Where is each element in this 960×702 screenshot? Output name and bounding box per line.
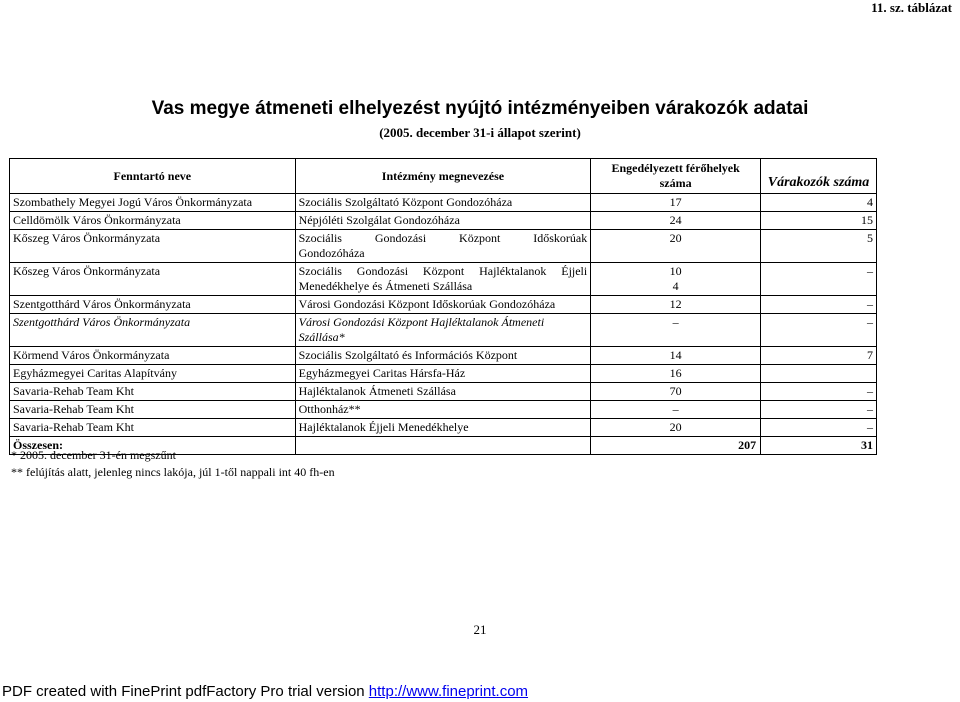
cell-ferohely: 24 xyxy=(591,212,761,230)
cell-fenntarto: Szentgotthárd Város Önkormányzata xyxy=(10,296,296,314)
table-row xyxy=(10,212,877,230)
total-empty-cell xyxy=(295,437,591,455)
table-row xyxy=(10,419,877,437)
cell-varakozok: – xyxy=(761,383,877,401)
cell-fenntarto: Savaria-Rehab Team Kht xyxy=(10,401,296,419)
table-row xyxy=(10,347,877,365)
cell-ferohely xyxy=(591,263,761,296)
total-varakozok: 31 xyxy=(761,437,877,455)
cell-ferohely: 17 xyxy=(591,194,761,212)
table-row xyxy=(10,365,877,383)
table-row xyxy=(10,383,877,401)
cell-ferohely-line1: 10 xyxy=(669,264,682,278)
header-varakozok: Várakozók száma xyxy=(761,159,877,194)
page-number: 21 xyxy=(473,622,487,637)
cell-intezmeny-line1: Szociális Gondozási Központ Hajléktalanok Éjjeli xyxy=(298,264,588,278)
cell-intezmeny-line2: Gondozóháza xyxy=(298,246,365,260)
cell-varakozok: 7 xyxy=(761,347,877,365)
cell-intezmeny-line1: Városi Gondozási Központ Hajléktalanok Átmeneti xyxy=(298,315,545,329)
cell-varakozok: 5 xyxy=(761,230,877,263)
cell-intezmeny xyxy=(295,263,591,296)
cell-varakozok: – xyxy=(761,263,877,296)
cell-ferohely: 20 xyxy=(591,230,761,263)
footer-text: PDF created with FinePrint pdfFactory Pro trial version xyxy=(2,683,369,700)
footnote: * 2005. december 31-én megszűnt xyxy=(11,448,176,462)
cell-intezmeny: Hajléktalanok Átmeneti Szállása xyxy=(295,383,591,401)
cell-fenntarto: Szombathely Megyei Jogú Város Önkormányzata xyxy=(10,194,296,212)
table-row xyxy=(10,263,877,296)
cell-intezmeny: Szociális Szolgáltató és Információs Központ xyxy=(295,347,591,365)
cell-fenntarto: Celldömölk Város Önkormányzata xyxy=(10,212,296,230)
cell-intezmeny xyxy=(295,314,591,347)
cell-intezmeny: Népjóléti Szolgálat Gondozóháza xyxy=(295,212,591,230)
cell-ferohely: 20 xyxy=(591,419,761,437)
cell-varakozok: 4 xyxy=(761,194,877,212)
footnote: ** felújítás alatt, jelenleg nincs lakója, júl 1-től nappali int 40 fh-en xyxy=(11,465,335,479)
table-header-row xyxy=(10,159,877,194)
cell-intezmeny: Hajléktalanok Éjjeli Menedékhelye xyxy=(295,419,591,437)
cell-fenntarto: Egyházmegyei Caritas Alapítvány xyxy=(10,365,296,383)
cell-intezmeny-line1: Szociális Gondozási Központ Időskorúak xyxy=(298,231,588,245)
footnotes xyxy=(11,447,335,481)
cell-ferohely: 14 xyxy=(591,347,761,365)
cell-varakozok: 15 xyxy=(761,212,877,230)
cell-intezmeny xyxy=(295,230,591,263)
cell-fenntarto: Savaria-Rehab Team Kht xyxy=(10,419,296,437)
cell-ferohely: 12 xyxy=(591,296,761,314)
table-label: 11. sz. táblázat xyxy=(871,0,952,15)
cell-intezmeny-line2: Menedékhelye és Átmeneti Szállása xyxy=(298,279,473,293)
table-row xyxy=(10,296,877,314)
header-ferohely: Engedélyezett férőhelyek száma xyxy=(591,159,761,194)
footer-link[interactable]: http://www.fineprint.com xyxy=(368,683,529,700)
cell-fenntarto: Kőszeg Város Önkormányzata xyxy=(10,230,296,263)
cell-fenntarto: Kőszeg Város Önkormányzata xyxy=(10,263,296,296)
table-row xyxy=(10,401,877,419)
cell-intezmeny: Egyházmegyei Caritas Hársfa-Ház xyxy=(295,365,591,383)
cell-ferohely: – xyxy=(591,314,761,347)
cell-varakozok xyxy=(761,365,877,383)
pdf-footer xyxy=(2,683,528,700)
cell-ferohely-line2: 4 xyxy=(672,279,679,293)
page-title: Vas megye átmeneti elhelyezést nyújtó intézményeiben várakozók adatai xyxy=(151,98,809,119)
cell-varakozok: – xyxy=(761,419,877,437)
cell-intezmeny: Szociális Szolgáltató Központ Gondozóháza xyxy=(295,194,591,212)
waiting-list-table xyxy=(9,158,877,455)
cell-ferohely: 16 xyxy=(591,365,761,383)
table-row xyxy=(10,194,877,212)
total-label: Összesen: xyxy=(10,437,296,455)
cell-ferohely: 70 xyxy=(591,383,761,401)
cell-fenntarto: Savaria-Rehab Team Kht xyxy=(10,383,296,401)
table-row xyxy=(10,314,877,347)
header-fenntarto: Fenntartó neve xyxy=(10,159,296,194)
cell-intezmeny-line2: Szállása* xyxy=(298,330,345,344)
table-row xyxy=(10,230,877,263)
cell-ferohely: – xyxy=(591,401,761,419)
total-ferohely: 207 xyxy=(591,437,761,455)
header-intezmeny: Intézmény megnevezése xyxy=(295,159,591,194)
cell-intezmeny: Otthonház** xyxy=(295,401,591,419)
cell-intezmeny: Városi Gondozási Központ Időskorúak Gondozóháza xyxy=(295,296,591,314)
cell-fenntarto: Szentgotthárd Város Önkormányzata xyxy=(10,314,296,347)
cell-varakozok: – xyxy=(761,296,877,314)
cell-varakozok: – xyxy=(761,314,877,347)
page-subtitle: (2005. december 31-i állapot szerint) xyxy=(379,125,581,140)
cell-fenntarto: Körmend Város Önkormányzata xyxy=(10,347,296,365)
cell-varakozok: – xyxy=(761,401,877,419)
